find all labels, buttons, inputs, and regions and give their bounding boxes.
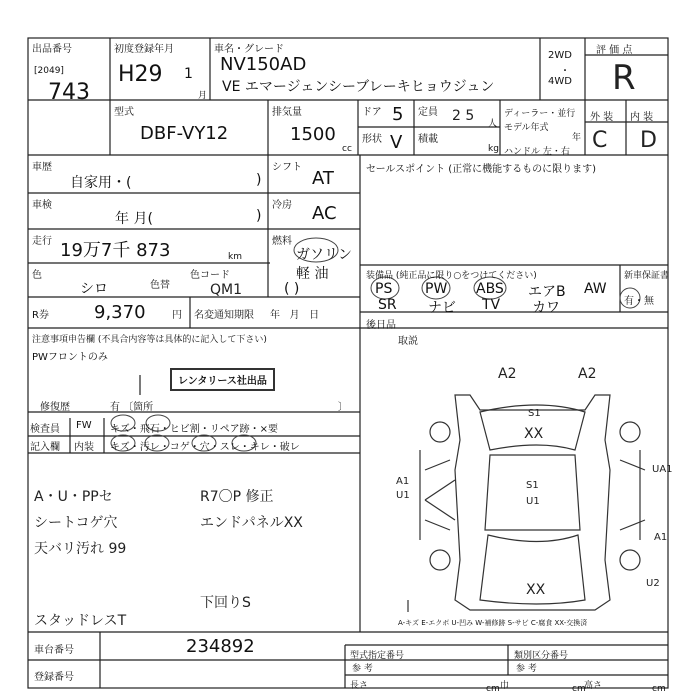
equip-airbag: エアB xyxy=(528,284,566,300)
repair-value: 有 〔箇所 xyxy=(110,402,154,413)
check-int: 内装 xyxy=(74,442,94,453)
fuel-diesel: 軽 油 xyxy=(296,266,329,282)
drive-4wd: 4WD xyxy=(548,76,572,87)
equip-ps: PS xyxy=(375,281,393,297)
cm-2: cm xyxy=(572,684,586,694)
warranty-value: 有・無 xyxy=(624,296,654,307)
repair-close: 〕 xyxy=(338,402,348,413)
fuel-paren: ( ) xyxy=(284,281,300,297)
equip-leather: カワ xyxy=(532,300,560,316)
shift: AT xyxy=(312,168,334,189)
diag-ua1: UA1 xyxy=(652,464,673,475)
kg: kg xyxy=(488,144,499,154)
chassis-number: 234892 xyxy=(186,636,255,657)
diag-u1-left: U1 xyxy=(396,490,410,501)
load-label: 積載 xyxy=(418,134,438,145)
lot-small: [2049] xyxy=(34,66,64,76)
ref-1: 参 考 xyxy=(352,664,373,674)
first-reg-month: 1 xyxy=(184,66,193,82)
history-label: 車歴 xyxy=(32,162,52,173)
diag-s1-top: S1 xyxy=(528,408,541,419)
diag-s1-mid: S1 xyxy=(526,480,539,491)
eval-score: R xyxy=(612,58,636,98)
damage-legend: A-キズ E-エクボ U-凹み W-補修跡 S-サビ C-腐食 XX-交換済 xyxy=(398,619,588,627)
diag-xx-top: XX xyxy=(524,426,544,442)
first-reg-year: H29 xyxy=(118,62,163,87)
diag-a2-left: A2 xyxy=(498,366,517,382)
inspection-label: 車検 xyxy=(32,200,52,211)
model-label: 型式 xyxy=(114,107,134,118)
size-label: 長さ xyxy=(350,681,369,691)
hw-mid-3: 下回りS xyxy=(200,595,251,611)
hw-left-3: 天バリ汚れ 99 xyxy=(34,541,127,557)
repair-label: 修復歴 xyxy=(40,402,70,413)
fuel-gas: ガソリン xyxy=(296,247,352,263)
reg-label: 登録番号 xyxy=(34,672,74,683)
equip-aw: AW xyxy=(584,281,607,297)
grade: VE エマージェンシーブレーキヒョウジュン xyxy=(222,79,495,95)
shift-label: シフト xyxy=(272,162,302,173)
equip-sr: SR xyxy=(378,297,397,313)
check-fw: FW xyxy=(76,420,92,431)
check-row2: キズ・汚レ・コゲ・穴・スレ・キレ・破レ xyxy=(110,442,300,453)
handle-label: ハンドル 左・右 xyxy=(504,147,570,157)
history-close: ) xyxy=(256,172,262,188)
class-no-label: 類別区分番号 xyxy=(514,651,569,661)
lot-label: 出品番号 xyxy=(32,44,72,55)
hw-mid-2: エンドパネルXX xyxy=(200,515,303,531)
cm-3: cm xyxy=(652,684,666,694)
capacity-label: 定員 xyxy=(418,107,438,118)
shape: V xyxy=(390,132,403,153)
color-code-label: 色コード xyxy=(190,270,230,281)
equip-label: 装備品 (純正品に限り○をつけてください) xyxy=(366,271,537,281)
diag-u1-mid: U1 xyxy=(526,496,540,507)
hw-left-2: シートコゲ穴 xyxy=(34,515,118,531)
int-label: 内 装 xyxy=(630,112,654,123)
model-year-label: モデル年式 xyxy=(504,123,549,133)
check-label-1: 検査員 xyxy=(30,424,60,435)
after-label: 後日品 xyxy=(366,320,396,331)
transfer-label: 名変通知期限 xyxy=(194,310,254,321)
year-unit: 年 xyxy=(572,133,582,143)
capacity: 2 5 xyxy=(452,108,475,124)
drive-2wd: 2WD xyxy=(548,50,572,61)
shape-label: 形状 xyxy=(362,134,382,145)
ac: AC xyxy=(312,203,337,224)
displacement: 1500 xyxy=(290,124,336,145)
mileage-label: 走行 xyxy=(32,236,52,247)
km: km xyxy=(228,252,242,262)
doors-label: ドア xyxy=(362,107,382,118)
yen: 円 xyxy=(172,310,182,321)
notes-text: PWフロントのみ xyxy=(32,352,108,363)
doors: 5 xyxy=(392,104,404,125)
dealer-label: ディーラー・並行 xyxy=(504,109,576,119)
check-row1: キズ・飛石・ヒビ割・リペア跡・×要 xyxy=(110,424,278,435)
diag-u2: U2 xyxy=(646,578,660,589)
cm-1: cm xyxy=(486,684,500,694)
displacement-label: 排気量 xyxy=(272,107,302,118)
ext-score: C xyxy=(592,128,608,153)
recycle-label: R券 xyxy=(32,310,49,321)
diag-a1-right: A1 xyxy=(654,532,668,543)
rental-stamp: レンタリース社出品 xyxy=(170,368,275,391)
car-name-label: 車名・グレード xyxy=(214,44,284,55)
fuel-label: 燃料 xyxy=(272,236,292,247)
equip-abs: ABS xyxy=(476,281,504,297)
sales-point-label: セールスポイント (正常に機能するものに限ります) xyxy=(366,164,597,175)
month-unit: 月 xyxy=(198,91,208,101)
lot-number: 743 xyxy=(48,80,90,105)
mileage: 19万7千 873 xyxy=(60,240,171,261)
warranty-label: 新車保証書 xyxy=(624,271,670,281)
int-score: D xyxy=(640,128,657,153)
car-name: NV150AD xyxy=(220,54,307,75)
hw-mid-1: R7〇P 修正 xyxy=(200,489,274,505)
cc: cc xyxy=(342,144,352,154)
chassis-label: 車台番号 xyxy=(34,645,74,656)
color-code: QM1 xyxy=(210,282,243,298)
eval-label: 評 価 点 xyxy=(596,45,633,56)
transfer-value: 年 月 日 xyxy=(270,310,320,321)
hw-left-4: スタッドレスT xyxy=(34,613,127,629)
after-value: 取説 xyxy=(398,336,418,347)
equip-navi: ナビ xyxy=(428,300,456,316)
inspection-value: 年 月( xyxy=(115,211,153,227)
diag-a1-left: A1 xyxy=(396,476,410,487)
capacity-unit: 人 xyxy=(488,119,498,129)
history-value: 自家用・( xyxy=(70,175,132,191)
color-no-label: 色替 xyxy=(150,280,170,291)
width-label: 巾 xyxy=(500,681,510,691)
ref-2: 参 考 xyxy=(516,664,537,674)
height-label: 高さ xyxy=(584,681,603,691)
color-value: シロ xyxy=(80,281,108,297)
diag-xx-bottom: XX xyxy=(526,582,546,598)
ac-label: 冷房 xyxy=(272,200,292,211)
inspection-close: ) xyxy=(256,208,262,224)
spec-no-label: 型式指定番号 xyxy=(350,651,405,661)
equip-pw: PW xyxy=(425,281,448,297)
recycle-value: 9,370 xyxy=(94,302,146,323)
hw-left-1: A・U・PPセ xyxy=(34,489,113,505)
check-label-2: 記入欄 xyxy=(30,442,60,453)
color-label: 色 xyxy=(32,270,42,281)
diag-a2-right: A2 xyxy=(578,366,597,382)
drive-dot: ・ xyxy=(560,66,570,77)
first-reg-label: 初度登録年月 xyxy=(114,44,174,55)
model: DBF-VY12 xyxy=(140,123,229,144)
equip-tv: TV xyxy=(482,297,501,313)
ext-label: 外 装 xyxy=(590,112,614,123)
notes-label: 注意事項申告欄 (不具合内容等は具体的に記入して下さい) xyxy=(32,335,267,345)
